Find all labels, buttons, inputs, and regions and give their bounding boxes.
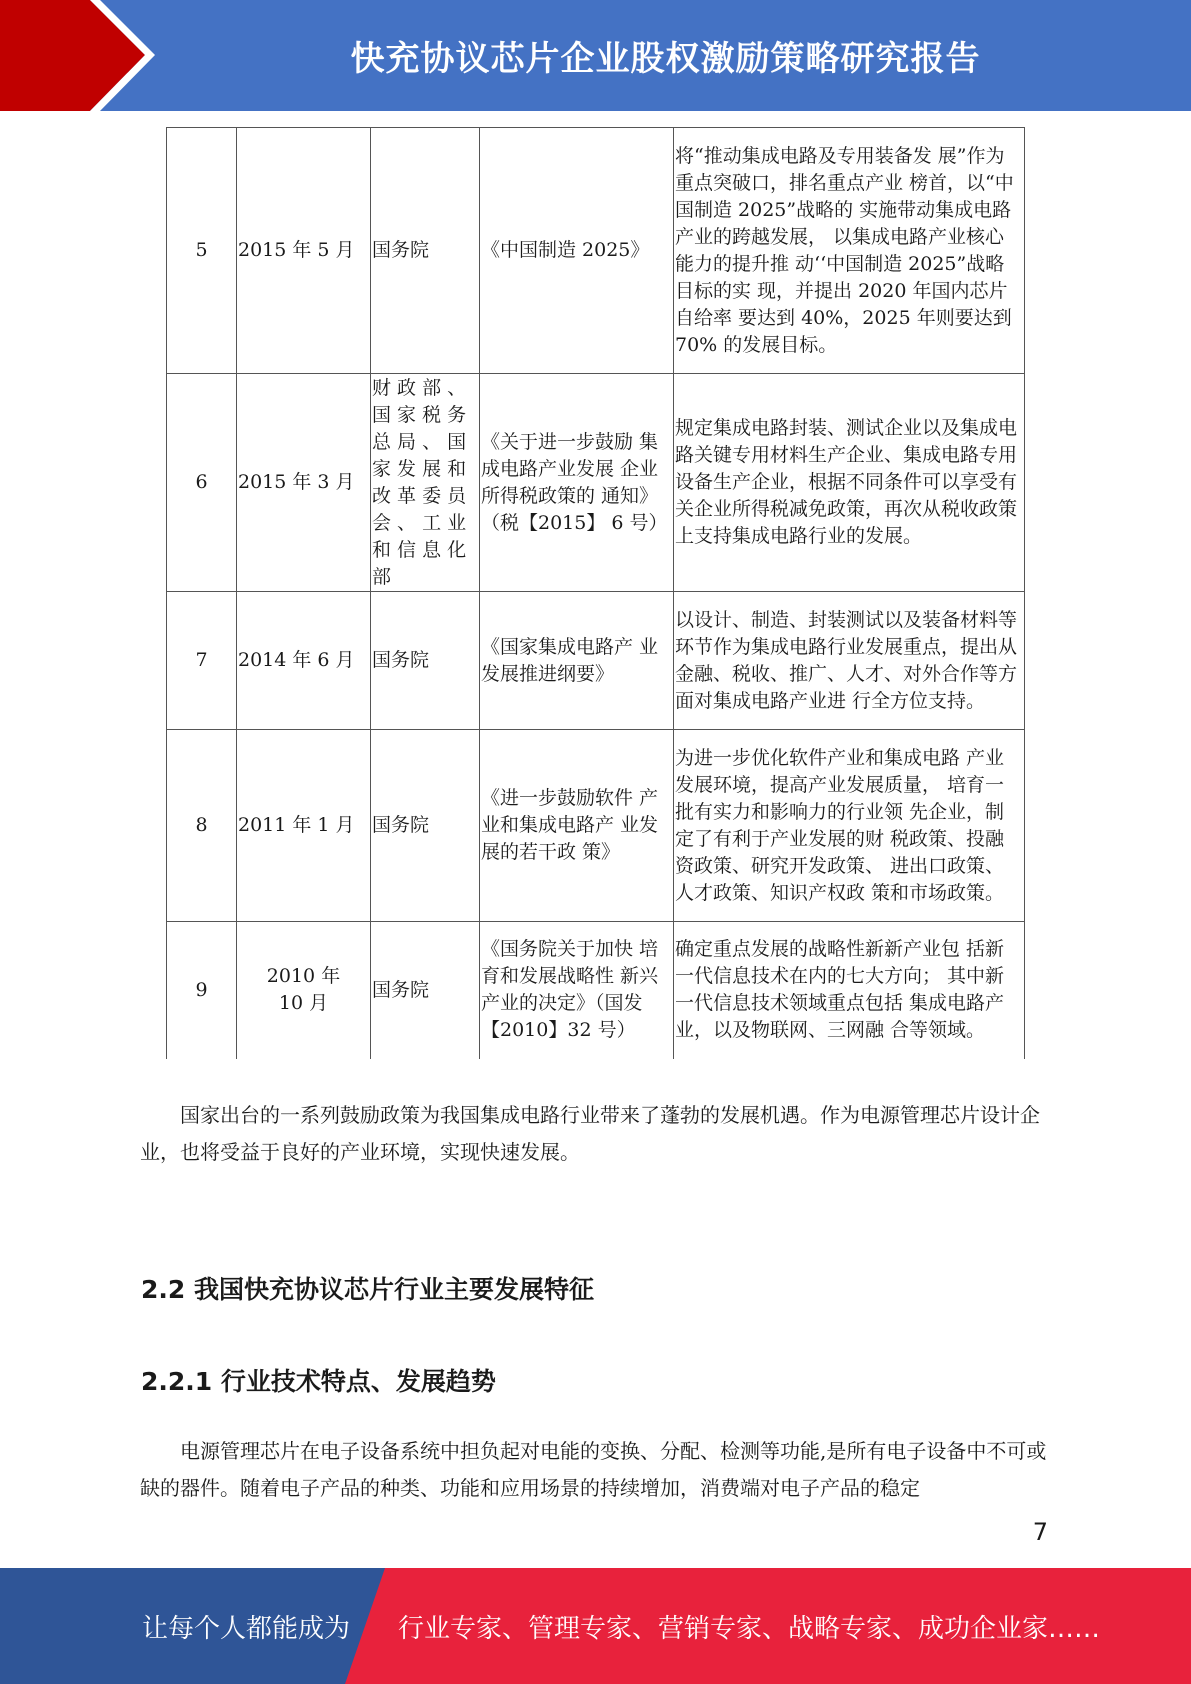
row-issuer: 国务院 (371, 730, 480, 922)
row-number: 5 (167, 128, 237, 374)
page-header (0, 0, 1191, 111)
page-number: 7 (1032, 1518, 1048, 1546)
table-row (167, 730, 1025, 922)
section-heading: 2.2 我国快充协议芯片行业主要发展特征 (141, 1275, 594, 1304)
row-content: 将“推动集成电路及专用装备发 展”作为重点突破口，排名重点产业 榜首，以“中国制造 2025”战略的 实施带动集成电路产业的跨越发展， 以集成电路产业核心能力的提升推 动‘‘中国制造 2025”战略目标的实 现，并提出 2020 年国内芯片自给率 要达到 40%，2025 年则要达到 70% 的发展目标。 (674, 128, 1025, 374)
table-row (167, 374, 1025, 592)
row-date: 2015 年 3 月 (237, 374, 371, 592)
page-footer (0, 1568, 1191, 1684)
row-issuer: 财 政 部 、 国 家 税 务 总 局 、 国 家 发 展 和 改 革 委 员 会 、 工 业 和 信 息 化 部 (371, 374, 480, 592)
body-paragraph: 国家出台的一系列鼓励政策为我国集成电路行业带来了蓬勃的发展机遇。作为电源管理芯片设计企业，也将受益于良好的产业环境，实现快速发展。 (140, 1103, 1040, 1164)
row-issuer: 国务院 (371, 128, 480, 374)
row-number: 9 (167, 922, 237, 1059)
header-red-chevron (0, 0, 145, 111)
subsection-heading: 2.2.1 行业技术特点、发展趋势 (141, 1367, 496, 1396)
table-row (167, 592, 1025, 730)
row-date: 2010 年 10 月 (237, 922, 371, 1059)
footer-slogan-right: 行业专家、管理专家、营销专家、战略专家、成功企业家…… (398, 1613, 1101, 1644)
table-row (167, 128, 1025, 374)
row-content: 确定重点发展的战略性新新产业包 括新一代信息技术在内的七大方向； 其中新一代信息技术领域重点包括 集成电路产业，以及物联网、三网融 合等领域。 (674, 922, 1025, 1059)
row-content: 以设计、制造、封装测试以及装备材料等环节作为集成电路行业发展重点，提出从金融、税收、推广、人才、对外合作等方面对集成电路产业进 行全方位支持。 (674, 592, 1025, 730)
body-paragraph: 电源管理芯片在电子设备系统中担负起对电能的变换、分配、检测等功能,是所有电子设备中不可或缺的器件。随着电子产品的种类、功能和应用场景的持续增加，消费端对电子产品的稳定 (140, 1439, 1047, 1500)
row-content: 为进一步优化软件产业和集成电路 产业发展环境，提高产业发展质量， 培育一批有实力和影响力的行业领 先企业，制定了有利于产业发展的财 税政策、投融资政策、研究开发政策、 进出口政策、人才政策、知识产权政 策和市场政策。 (674, 730, 1025, 922)
row-document: 《进一步鼓励软件 产业和集成电路产 业发展的若干政 策》 (480, 730, 674, 922)
row-document: 《国务院关于加快 培育和发展战略性 新兴产业的决定》（国发【2010】32 号） (480, 922, 674, 1059)
row-number: 6 (167, 374, 237, 592)
row-document: 《中国制造 2025》 (480, 128, 674, 374)
row-date: 2014 年 6 月 (237, 592, 371, 730)
row-date: 2011 年 1 月 (237, 730, 371, 922)
table-row (167, 922, 1025, 1059)
policy-table (166, 127, 1025, 1059)
row-document: 《国家集成电路产 业发展推进纲要》 (480, 592, 674, 730)
row-number: 7 (167, 592, 237, 730)
row-issuer: 国务院 (371, 922, 480, 1059)
footer-slogan-left: 让每个人都能成为 (142, 1613, 351, 1644)
row-document: 《关于进一步鼓励 集成电路产业发展 企业所得税政策的 通知》（税【2015】 6 号） (480, 374, 674, 592)
row-date: 2015 年 5 月 (237, 128, 371, 374)
row-number: 8 (167, 730, 237, 922)
report-title: 快充协议芯片企业股权激励策略研究报告 (350, 39, 981, 79)
row-issuer: 国务院 (371, 592, 480, 730)
row-content: 规定集成电路封装、测试企业以及集成电路关键专用材料生产企业、集成电路专用设备生产企业，根据不同条件可以享受有关企业所得税减免政策，再次从税收政策上支持集成电路行业的发展。 (674, 374, 1025, 592)
